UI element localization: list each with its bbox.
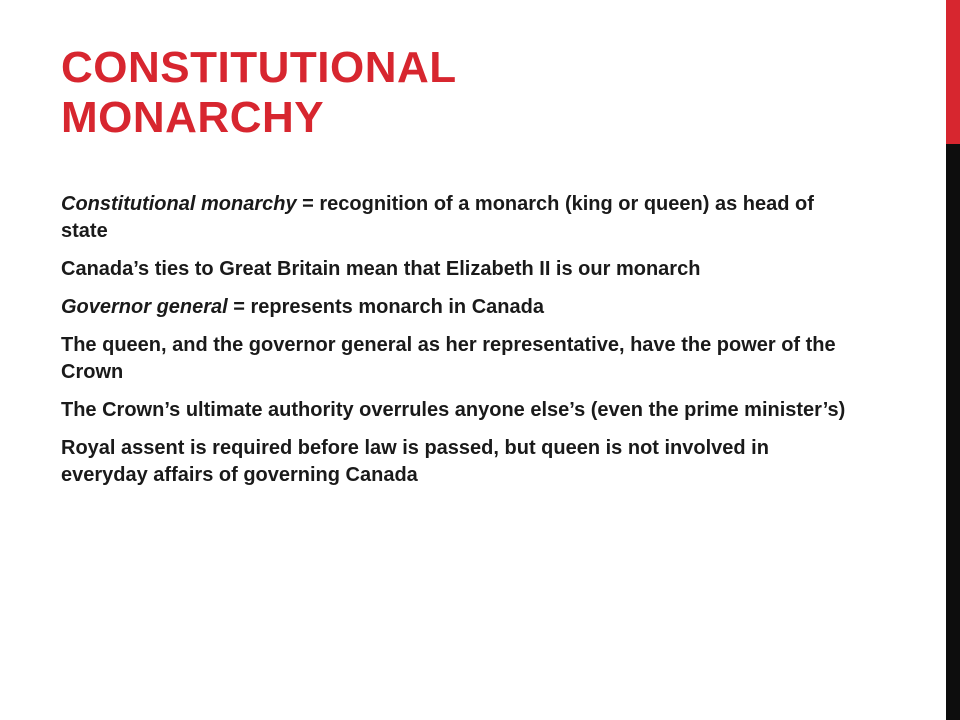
bullet-term: Governor general [61,296,228,318]
bullet-text: = recognition of a monarch (king or queen) as head of state [61,193,814,242]
bullet-item [61,397,851,424]
bullet-item [61,332,851,386]
slide-title [61,43,921,143]
title-line-2: MONARCHY [61,93,325,142]
bullet-list [61,191,851,500]
bullet-text: = represents monarch in Canada [227,296,544,318]
bullet-item [61,256,851,283]
bullet-text: The queen, and the governor general as her representative, have the power of the Crown [61,334,836,383]
bullet-text: Canada’s ties to Great Britain mean that Elizabeth II is our monarch [61,258,701,280]
accent-bar-black [946,144,960,720]
bullet-text: Royal assent is required before law is passed, but queen is not involved in everyday affairs of governing Canada [61,437,769,486]
bullet-item [61,435,851,489]
bullet-term: Constitutional monarchy [61,193,297,215]
bullet-text: The Crown’s ultimate authority overrules anyone else’s (even the prime minister’s) [61,399,846,421]
title-line-1: CONSTITUTIONAL [61,43,457,92]
bullet-item [61,191,851,245]
bullet-item [61,294,851,321]
accent-bar-red [946,0,960,144]
